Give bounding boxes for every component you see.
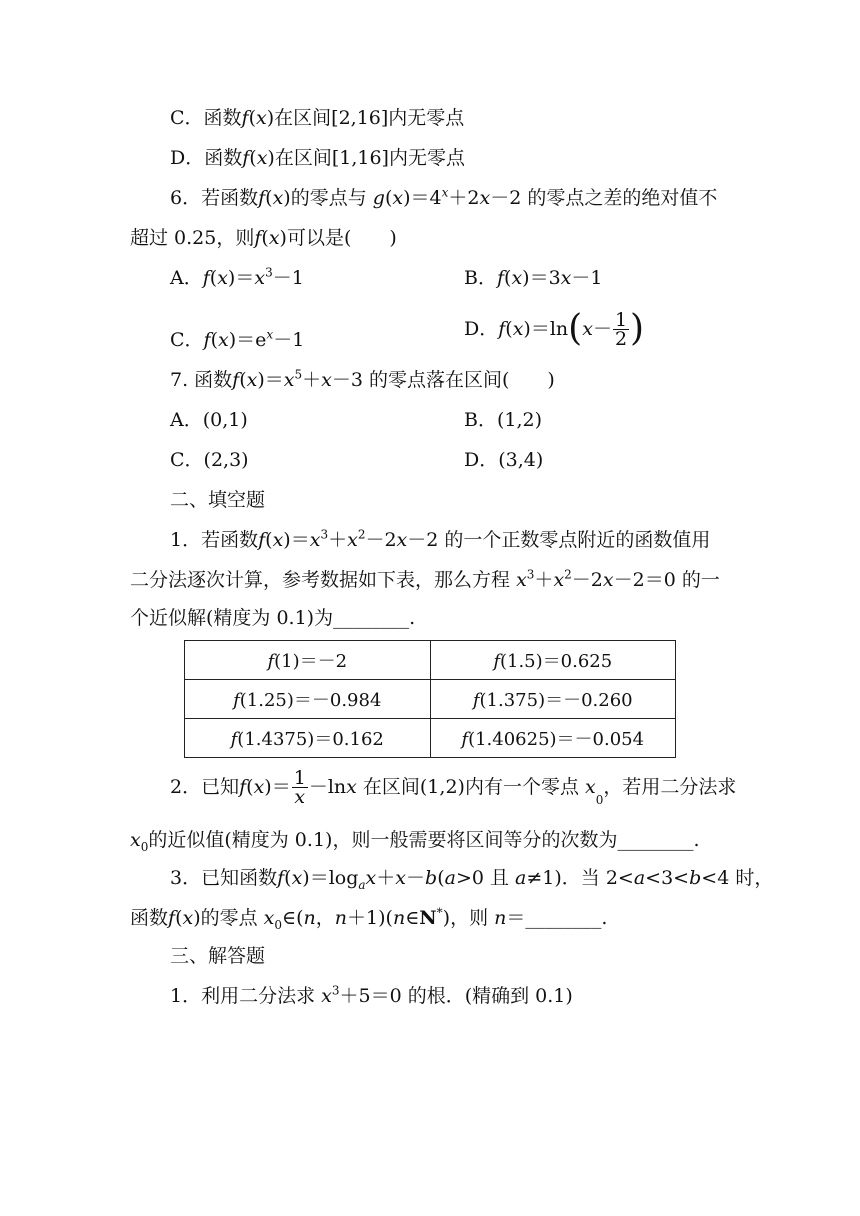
table-cell: f(1.25)＝－0.984 bbox=[185, 680, 431, 719]
q7-stem: 7. 函数$f(x)=x^5+x-3$ 的零点落在区间( ) bbox=[170, 367, 555, 391]
q6-stem-line1: 6．若函数f(x)的零点与 $g(x)=4^x+2x-2$ 的零点之差的绝对值不 bbox=[170, 185, 718, 209]
q7-option-a: A．(0,1) bbox=[170, 409, 248, 431]
fill-q1-line1: 1．若函数$f(x)=x^3+x^2-2x-2$ 的一个正数零点附近的函数值用 bbox=[170, 527, 711, 551]
answer-q1: 1．利用二分法求 $x^3+5=0$ 的根．(精确到 0.1) bbox=[170, 983, 573, 1007]
q6-stem-line2: 超过 0.25，则f(x)可以是( ) bbox=[130, 227, 397, 249]
fill-q1-line2: 二分法逐次计算，参考数据如下表，那么方程 $x^3+x^2-2x-2=0$ 的一 bbox=[130, 567, 720, 591]
table-row bbox=[185, 641, 676, 680]
q6-option-d: D．f(x)＝ln(x－ $\frac{1}{2}$ ) bbox=[464, 308, 645, 350]
fill-q2-line1: 2．已知f(x)＝ $\frac{1}{x}$ －lnx 在区间(1,2)内有一个零点 $x_0$，若用二分法求 bbox=[170, 766, 737, 808]
section-answer-title: 三、解答题 bbox=[170, 945, 266, 967]
table-cell: f(1.40625)＝－0.054 bbox=[430, 719, 676, 758]
table-row bbox=[185, 680, 676, 719]
fraction-one-over-x: $\frac{1}{x}$ bbox=[293, 766, 306, 808]
q7-option-d: D．(3,4) bbox=[464, 449, 544, 471]
q7-option-b: B．(1,2) bbox=[464, 409, 543, 431]
section-fill-in-title: 二、填空题 bbox=[170, 489, 266, 511]
table-cell: f(1.375)＝－0.260 bbox=[430, 680, 676, 719]
function-values-table bbox=[184, 640, 676, 758]
table-cell: f(1)＝－2 bbox=[185, 641, 431, 680]
fill-q3-line2: 函数f(x)的零点 $x_0\in(n$，n＋1)(n∈N*)，则 n＝________. bbox=[130, 905, 608, 932]
q6-option-c: C．$f(x)=e^x-1$ bbox=[170, 327, 305, 351]
q6-option-b: B．f(x)＝3x－1 bbox=[464, 267, 603, 289]
fill-q1-line3: 个近似解(精度为 0.1)为________. bbox=[130, 607, 416, 629]
table-cell: f(1.5)＝0.625 bbox=[430, 641, 676, 680]
fill-q2-line2: $x_0$的近似值(精度为 0.1)，则一般需要将区间等分的次数为________. bbox=[130, 829, 700, 854]
q7-option-c: C．(2,3) bbox=[170, 449, 249, 471]
q5-option-d: D．函数f(x)在区间[1,16]内无零点 bbox=[170, 147, 465, 169]
q6-option-a: A．$f(x)=x^3-1$ bbox=[170, 265, 304, 289]
q5-option-c: C．函数f(x)在区间[2,16]内无零点 bbox=[170, 107, 465, 129]
table-row bbox=[185, 719, 676, 758]
fill-q3-line1: 3．已知函数$f(x)=\log_ax+x-b(a>0$ 且 a≠1)．当 2<a<3<b<4 时， bbox=[170, 867, 774, 892]
table-cell: f(1.4375)＝0.162 bbox=[185, 719, 431, 758]
fraction-one-half: $\frac{1}{2}$ bbox=[614, 308, 628, 350]
